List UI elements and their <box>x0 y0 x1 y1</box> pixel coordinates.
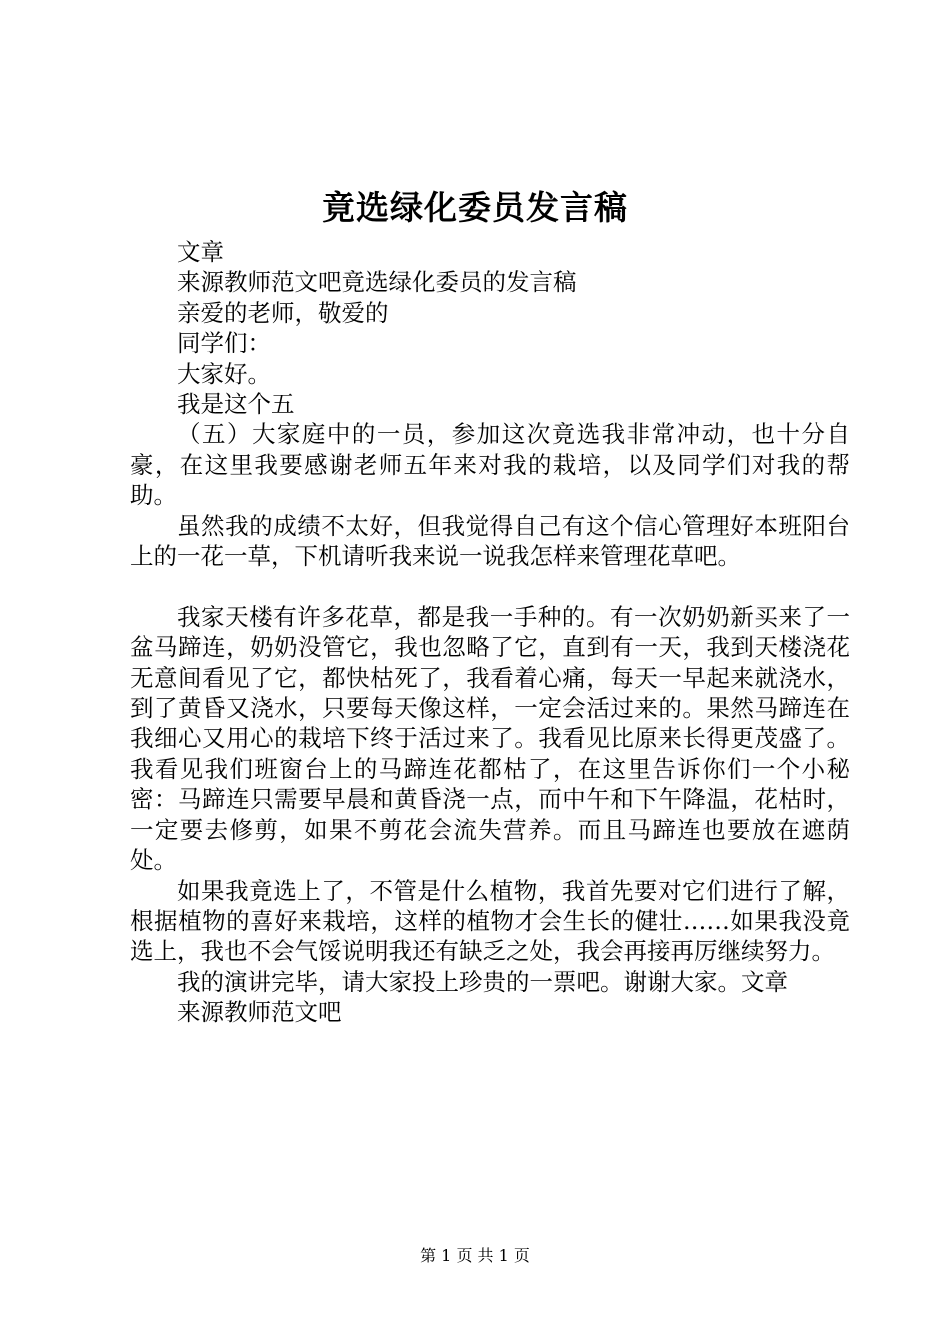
body-line: 亲爱的老师，敬爱的 <box>177 298 389 327</box>
body-line: 大家好。 <box>177 359 271 388</box>
body-line: 我是这个五 <box>177 390 295 419</box>
document-body <box>130 237 850 1028</box>
body-paragraph: 虽然我的成绩不太好，但我觉得自己有这个信心管理好本班阳台上的一花一草，下机请听我来说一说我怎样来管理花草吧。 <box>130 511 850 571</box>
document-title: 竟选绿化委员发言稿 <box>322 188 628 227</box>
body-paragraph: 如果我竟选上了，不管是什么植物，我首先要对它们进行了解，根据植物的喜好来栽培，这样的植物才会生长的健壮……如果我没竟选上，我也不会气馁说明我还有缺乏之处，我会再接再厉继续努力。 <box>130 876 850 966</box>
body-paragraph: 我家天楼有许多花草，都是我一手种的。有一次奶奶新买来了一盆马蹄连，奶奶没管它，我也忽略了它，直到有一天，我到天楼浇花无意间看见了它，都快枯死了，我看着心痛，每天一早起来就浇水，到了黄昏又浇水，只要每天像这样，一定会活过来的。果然马蹄连在我细心又用心的栽培下终于活过来了。我看见比原来长得更茂盛了。我看见我们班窗台上的马蹄连花都枯了，在这里告诉你们一个小秘密：马蹄连只需要早晨和黄昏浇一点，而中午和下午降温，花枯时，一定要去修剪，如果不剪花会流失营养。而且马蹄连也要放在遮荫处。 <box>130 602 850 875</box>
body-line: 同学们： <box>177 329 271 358</box>
closing-line: 来源教师范文吧 <box>177 998 342 1027</box>
body-paragraph: （五）大家庭中的一员，参加这次竟选我非常冲动，也十分自豪，在这里我要感谢老师五年来对我的栽培，以及同学们对我的帮助。 <box>130 420 850 510</box>
body-line: 来源教师范文吧竟选绿化委员的发言稿 <box>177 268 577 297</box>
body-line: 文章 <box>177 238 224 266</box>
body-paragraph: 我的演讲完毕，请大家投上珍贵的一票吧。谢谢大家。文章 <box>177 967 788 996</box>
page-footer: 第 1 页 共 1 页 <box>420 1246 530 1265</box>
paragraph-spacer <box>130 571 850 601</box>
